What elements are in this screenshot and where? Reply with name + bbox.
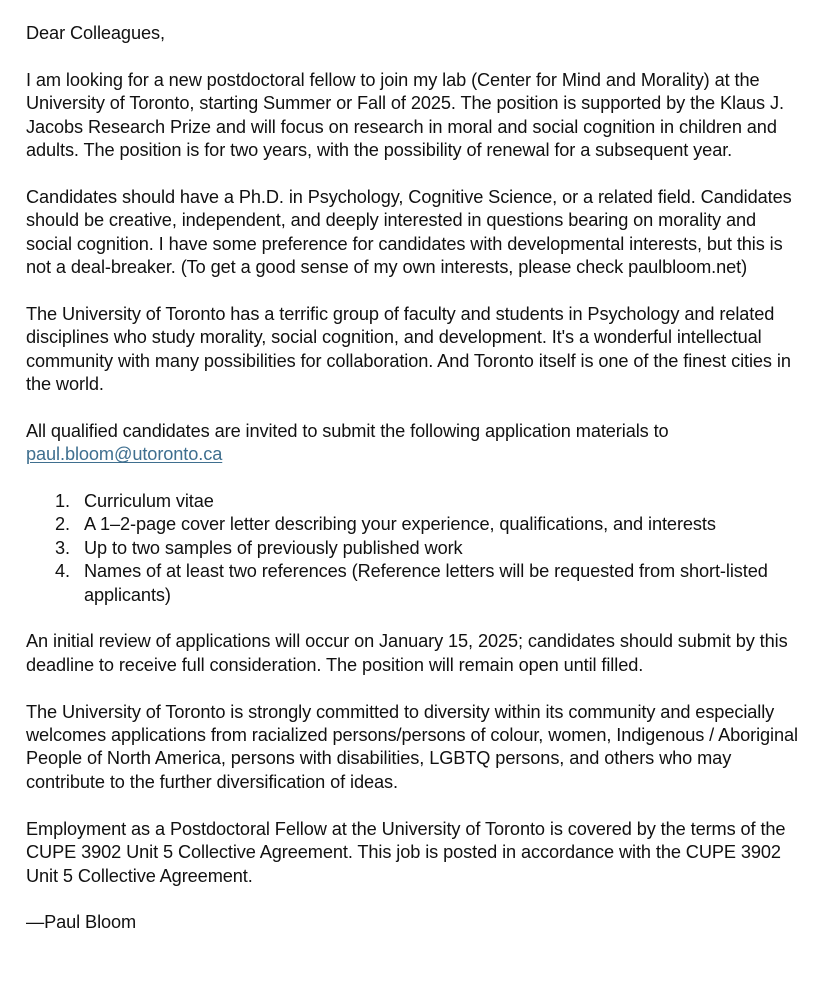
employment-paragraph: Employment as a Postdoctoral Fellow at the University of Toronto is covered by the terms of the CUPE 3902 Unit 5 Collective Agreement. This job is posted in accordance with the CUPE 3902 Unit 5 Collective Agreement. (26, 818, 786, 886)
list-item-text: Up to two samples of previously published work (84, 537, 463, 558)
candidates-paragraph: Candidates should have a Ph.D. in Psychology, Cognitive Science, or a related field. Candidates should be creative, independent, and deeply interested in questions bearing on morality and social cognition. I have some preference for candidates with developmental interests, but this is not a deal-breaker. (To get a good sense of my own interests, please check paulbloom.net) (26, 186, 792, 278)
email-link[interactable]: paul.bloom@utoronto.ca (26, 444, 223, 465)
list-item (26, 513, 806, 536)
university-paragraph: The University of Toronto has a terrific group of faculty and students in Psychology and related disciplines who study morality, social cognition, and development. It's a wonderful intellectual community with many possibilities for collaboration. And Toronto itself is one of the finest cities in the world. (26, 303, 791, 395)
list-item-text: A 1–2-page cover letter describing your experience, qualifications, and interests (84, 514, 716, 535)
list-item-text: Curriculum vitae (84, 491, 214, 512)
intro-paragraph: I am looking for a new postdoctoral fellow to join my lab (Center for Mind and Morality) at the University of Toronto, starting Summer or Fall of 2025. The position is supported by the Klaus J. Jacobs Research Prize and will focus on research in moral and social cognition in children and adults. The position is for two years, with the possibility of renewal for a subsequent year. (26, 69, 784, 161)
list-item (26, 537, 806, 560)
list-item-number: 4. (55, 561, 70, 582)
list-item-number: 2. (55, 514, 70, 535)
list-item-number: 3. (55, 537, 70, 558)
letter-body (26, 22, 806, 935)
submit-paragraph (26, 420, 806, 467)
list-item-text: Names of at least two references (Reference letters will be requested from short-listed applicants) (84, 561, 768, 605)
signature: —Paul Bloom (26, 912, 137, 933)
list-item (26, 560, 806, 607)
review-paragraph: An initial review of applications will occur on January 15, 2025; candidates should submit by this deadline to receive full consideration. The position will remain open until filled. (26, 631, 788, 675)
list-item-number: 1. (55, 491, 70, 512)
diversity-paragraph: The University of Toronto is strongly committed to diversity within its community and especially welcomes applications from racialized persons/persons of colour, women, Indigenous / Aboriginal People of North America, persons with disabilities, LGBTQ persons, and others who may contribute to the further diversification of ideas. (26, 701, 798, 792)
materials-list (26, 490, 806, 607)
submit-intro-text: All qualified candidates are invited to submit the following application materials to (26, 420, 669, 441)
greeting: Dear Colleagues, (26, 23, 165, 43)
list-item (26, 490, 806, 513)
